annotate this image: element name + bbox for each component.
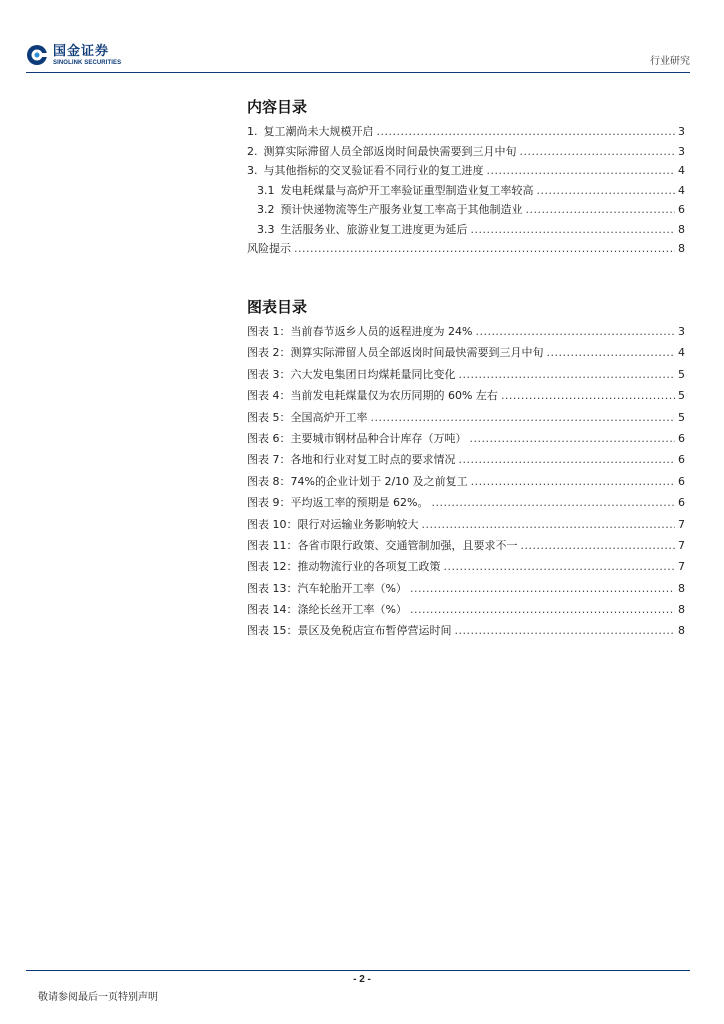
figure-item-page: 6: [678, 431, 685, 445]
leader-dots: [547, 342, 676, 363]
toc-list: [247, 122, 685, 259]
toc-item-page: 6: [678, 203, 685, 216]
figure-item-page: 8: [678, 624, 685, 638]
leader-dots: [459, 449, 676, 470]
leader-dots: [471, 471, 675, 492]
figure-item-text: 图表 4：当前发电耗煤量仅为农历同期的 60% 左右: [247, 389, 498, 403]
toc-item-page: 4: [678, 164, 685, 177]
figure-item-page: 5: [678, 410, 685, 424]
toc-item-number: 3.1: [257, 183, 275, 197]
leader-dots: [470, 428, 676, 449]
toc-item-text: 预计快递物流等生产服务业复工率高于其他制造业: [280, 203, 523, 216]
toc-item[interactable]: [247, 239, 685, 259]
toc-item-page: 3: [678, 144, 685, 158]
toc-item-page: 4: [678, 183, 685, 197]
leader-dots: [422, 514, 676, 535]
figure-item-text: 图表 6：主要城市钢材品种合计库存（万吨）: [247, 431, 467, 445]
figure-item-text: 图表 10：限行对运输业务影响较大: [247, 517, 419, 531]
report-category: 行业研究: [650, 56, 690, 67]
leader-dots: [410, 599, 675, 620]
company-logo: [26, 42, 121, 68]
leader-dots: [475, 321, 675, 342]
leader-dots: [471, 220, 676, 240]
toc-item[interactable]: [247, 161, 685, 181]
figure-item-text: 图表 3：六大发电集团日均煤耗量同比变化: [247, 367, 456, 381]
figure-item[interactable]: [247, 449, 685, 470]
leader-dots: [537, 181, 676, 201]
figure-item-text: 图表 5：全国高炉开工率: [247, 410, 368, 424]
figure-item-page: 7: [678, 538, 685, 552]
figure-item-text: 图表 7：各地和行业对复工时点的要求情况: [247, 453, 456, 467]
figure-item[interactable]: [247, 599, 685, 620]
page-header: [26, 38, 690, 72]
toc-item-number: 3.2: [257, 203, 275, 216]
toc-item-page: 8: [678, 242, 685, 255]
header-divider: [26, 72, 690, 73]
toc-item-text: 与其他指标的交叉验证看不同行业的复工进度: [263, 164, 484, 177]
leader-dots: [371, 407, 676, 428]
figure-item-page: 6: [678, 453, 685, 467]
figure-item-page: 6: [678, 496, 685, 510]
figure-item[interactable]: [247, 428, 685, 449]
toc-title: 内容目录: [247, 98, 308, 116]
figure-item-page: 5: [678, 367, 685, 381]
figure-item-page: 3: [678, 325, 685, 338]
figure-item[interactable]: [247, 514, 685, 535]
toc-item[interactable]: [247, 200, 685, 220]
figure-item-text: 图表 12：推动物流行业的各项复工政策: [247, 560, 441, 574]
toc-item-number: 3.3: [257, 222, 275, 236]
figure-item-text: 图表 1：当前春节返乡人员的返程进度为 24%: [247, 325, 473, 338]
leader-dots: [459, 364, 676, 385]
figure-item-page: 6: [678, 474, 685, 488]
leader-dots: [431, 492, 675, 513]
leader-dots: [455, 620, 676, 641]
figure-item[interactable]: [247, 578, 685, 599]
toc-item[interactable]: [247, 122, 685, 142]
figure-item-page: 8: [678, 603, 685, 617]
leader-dots: [521, 535, 676, 556]
toc-item-page: 3: [678, 125, 685, 138]
figure-item-text: 图表 14：涤纶长丝开工率（%）: [247, 603, 407, 617]
page-number: - 2 -: [353, 974, 371, 985]
figure-item-page: 8: [678, 581, 685, 595]
figure-item-text: 图表 2：测算实际滞留人员全部返岗时间最快需要到三月中旬: [247, 346, 544, 360]
figure-item-page: 7: [678, 517, 685, 531]
toc-item-text: 风险提示: [247, 242, 291, 255]
logo-en: SINOLINK SECURITIES: [53, 59, 122, 66]
figure-item[interactable]: [247, 556, 685, 577]
disclaimer-note: 敬请参阅最后一页特别声明: [38, 992, 158, 1003]
leader-dots: [501, 385, 675, 406]
figure-item-page: 5: [678, 389, 685, 403]
leader-dots: [526, 200, 676, 220]
leader-dots: [520, 142, 676, 162]
figure-item-page: 4: [678, 346, 685, 360]
leader-dots: [294, 239, 675, 259]
leader-dots: [487, 161, 676, 181]
toc-item[interactable]: [247, 220, 685, 240]
figure-item[interactable]: [247, 535, 685, 556]
figure-item[interactable]: [247, 407, 685, 428]
figure-item-text: 图表 15：景区及免税店宣布暂停营运时间: [247, 624, 452, 638]
figures-title: 图表目录: [247, 298, 308, 316]
logo-cn: 国金证券: [53, 43, 110, 59]
figure-item[interactable]: [247, 385, 685, 406]
leader-dots: [410, 578, 675, 599]
figure-item-text: 图表 13：汽车轮胎开工率（%）: [247, 581, 407, 595]
toc-item-text: 生活服务业、旅游业复工进度更为延后: [280, 222, 468, 236]
figure-item[interactable]: [247, 364, 685, 385]
figure-item[interactable]: [247, 471, 685, 492]
toc-item-number: 1.: [247, 125, 258, 138]
figure-item[interactable]: [247, 620, 685, 641]
leader-dots: [377, 122, 676, 142]
figure-item[interactable]: [247, 342, 685, 363]
toc-item-number: 3.: [247, 164, 258, 177]
figure-item-text: 图表 9：平均返工率的预期是 62%。: [247, 496, 429, 510]
toc-item-page: 8: [678, 222, 685, 236]
toc-item[interactable]: [247, 181, 685, 201]
figure-item-text: 图表 11：各省市限行政策、交通管制加强，且要求不一: [247, 538, 518, 552]
toc-item-number: 2.: [247, 144, 258, 158]
figures-list: [247, 321, 685, 642]
leader-dots: [444, 556, 676, 577]
toc-item-text: 发电耗煤量与高炉开工率验证重型制造业复工率较高: [280, 183, 534, 197]
logo-mark-icon: [26, 44, 48, 66]
toc-item-text: 测算实际滞留人员全部返岗时间最快需要到三月中旬: [263, 144, 517, 158]
figure-item[interactable]: [247, 492, 685, 513]
toc-item-text: 复工潮尚未大规模开启: [263, 125, 374, 138]
figure-item[interactable]: [247, 321, 685, 342]
footer-divider: [26, 970, 690, 971]
toc-item[interactable]: [247, 142, 685, 162]
figure-item-text: 图表 8：74%的企业计划于 2/10 及之前复工: [247, 474, 468, 488]
figure-item-page: 7: [678, 560, 685, 574]
